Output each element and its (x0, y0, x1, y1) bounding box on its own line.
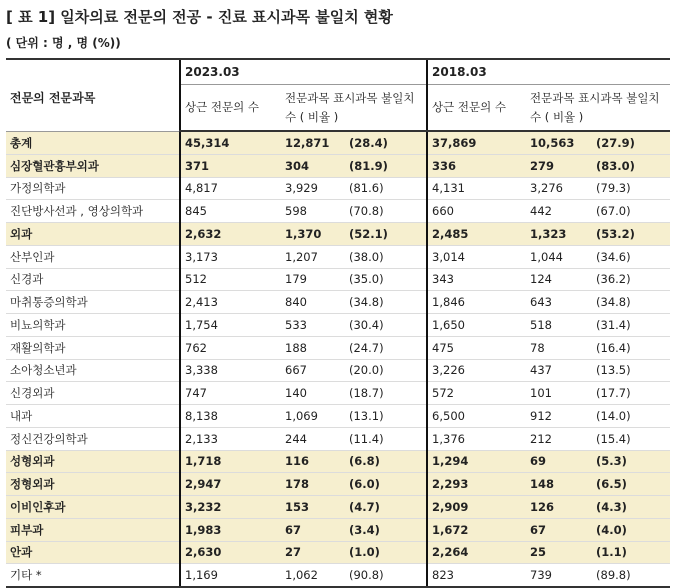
mismatch-2023-cell: 12,871 (281, 131, 345, 154)
count-2023-cell: 845 (180, 200, 281, 223)
ratio-2018-cell: (4.0) (592, 518, 670, 541)
table-title: [ 표 1] 일차의료 전문의 전공 - 진료 표시과목 불일치 현황 (6, 8, 393, 26)
ratio-2023-cell: (30.4) (345, 314, 427, 337)
count-2023-cell: 3,232 (180, 496, 281, 519)
ratio-2018-cell: (34.8) (592, 291, 670, 314)
mismatch-2023-cell: 116 (281, 450, 345, 473)
count-2023-cell: 512 (180, 268, 281, 291)
table-row (6, 496, 670, 519)
count-2018-cell: 823 (427, 564, 526, 587)
ratio-2023-cell: (11.4) (345, 427, 427, 450)
mismatch-2023-cell: 533 (281, 314, 345, 337)
table-row (6, 245, 670, 268)
ratio-2023-cell: (6.0) (345, 473, 427, 496)
specialty-name-cell: 신경외과 (6, 382, 180, 405)
mismatch-2018-cell: 78 (526, 336, 592, 359)
count-2018-cell: 1,672 (427, 518, 526, 541)
count-2023-cell: 3,173 (180, 245, 281, 268)
row-label-header: 전문의 전문과목 (6, 59, 180, 131)
table-body (6, 131, 670, 587)
mismatch-2023-cell: 244 (281, 427, 345, 450)
ratio-2018-cell: (6.5) (592, 473, 670, 496)
count-2023-cell: 1,983 (180, 518, 281, 541)
count-2018-cell: 475 (427, 336, 526, 359)
mismatch-2023-cell: 1,062 (281, 564, 345, 587)
count-2023-cell: 8,138 (180, 405, 281, 428)
count-2023-cell: 2,133 (180, 427, 281, 450)
mismatch-2023-cell: 153 (281, 496, 345, 519)
mismatch-2018-cell: 25 (526, 541, 592, 564)
ratio-2023-cell: (81.6) (345, 177, 427, 200)
count-2023-cell: 2,632 (180, 223, 281, 246)
count-2018-cell: 2,264 (427, 541, 526, 564)
ratio-2018-cell: (17.7) (592, 382, 670, 405)
mismatch-2018-cell: 279 (526, 154, 592, 177)
ratio-2023-cell: (20.0) (345, 359, 427, 382)
mismatch-2018-cell: 124 (526, 268, 592, 291)
ratio-2023-cell: (35.0) (345, 268, 427, 291)
table-row (6, 564, 670, 587)
ratio-2018-cell: (83.0) (592, 154, 670, 177)
count-2023-cell: 747 (180, 382, 281, 405)
ratio-2018-cell: (31.4) (592, 314, 670, 337)
table-row (6, 518, 670, 541)
specialty-name-cell: 외과 (6, 223, 180, 246)
specialty-name-cell: 안과 (6, 541, 180, 564)
ratio-2023-cell: (34.8) (345, 291, 427, 314)
ratio-2018-cell: (34.6) (592, 245, 670, 268)
ratio-2018-cell: (36.2) (592, 268, 670, 291)
table-row (6, 336, 670, 359)
table-row (6, 473, 670, 496)
table-row (6, 541, 670, 564)
ratio-2018-cell: (79.3) (592, 177, 670, 200)
ratio-2023-cell: (38.0) (345, 245, 427, 268)
count-2018-cell: 2,485 (427, 223, 526, 246)
mismatch-2018-cell: 912 (526, 405, 592, 428)
count-2018-cell: 336 (427, 154, 526, 177)
count-2023-cell: 2,630 (180, 541, 281, 564)
ratio-2018-cell: (53.2) (592, 223, 670, 246)
ratio-2023-cell: (81.9) (345, 154, 427, 177)
mismatch-2018-cell: 442 (526, 200, 592, 223)
count-2018-cell: 3,014 (427, 245, 526, 268)
table-row (6, 177, 670, 200)
specialty-name-cell: 정신건강의학과 (6, 427, 180, 450)
col-count-header-b: 상근 전문의 수 (427, 85, 526, 132)
ratio-2023-cell: (18.7) (345, 382, 427, 405)
mismatch-2018-cell: 3,276 (526, 177, 592, 200)
table-row (6, 450, 670, 473)
table-row (6, 314, 670, 337)
count-2023-cell: 2,947 (180, 473, 281, 496)
specialty-name-cell: 성형외과 (6, 450, 180, 473)
ratio-2023-cell: (28.4) (345, 131, 427, 154)
mismatch-2018-cell: 437 (526, 359, 592, 382)
mismatch-2023-cell: 304 (281, 154, 345, 177)
ratio-2018-cell: (89.8) (592, 564, 670, 587)
table-row (6, 427, 670, 450)
year-2023-header: 2023.03 (180, 59, 427, 85)
mismatch-2023-cell: 178 (281, 473, 345, 496)
year-2018-header: 2018.03 (427, 59, 670, 85)
mismatch-2018-cell: 1,323 (526, 223, 592, 246)
mismatch-2023-cell: 840 (281, 291, 345, 314)
mismatch-2023-cell: 667 (281, 359, 345, 382)
mismatch-2018-cell: 739 (526, 564, 592, 587)
ratio-2023-cell: (3.4) (345, 518, 427, 541)
table-row (6, 382, 670, 405)
mismatch-2023-cell: 188 (281, 336, 345, 359)
count-2018-cell: 1,650 (427, 314, 526, 337)
count-2023-cell: 3,338 (180, 359, 281, 382)
mismatch-2018-cell: 101 (526, 382, 592, 405)
ratio-2018-cell: (14.0) (592, 405, 670, 428)
count-2018-cell: 660 (427, 200, 526, 223)
mismatch-2023-cell: 1,370 (281, 223, 345, 246)
count-2023-cell: 762 (180, 336, 281, 359)
count-2018-cell: 37,869 (427, 131, 526, 154)
count-2018-cell: 6,500 (427, 405, 526, 428)
count-2023-cell: 371 (180, 154, 281, 177)
specialty-name-cell: 산부인과 (6, 245, 180, 268)
specialty-name-cell: 이비인후과 (6, 496, 180, 519)
ratio-2023-cell: (4.7) (345, 496, 427, 519)
specialty-name-cell: 진단방사선과 , 영상의학과 (6, 200, 180, 223)
mismatch-2023-cell: 598 (281, 200, 345, 223)
mismatch-2018-cell: 643 (526, 291, 592, 314)
mismatch-2023-cell: 179 (281, 268, 345, 291)
ratio-2023-cell: (52.1) (345, 223, 427, 246)
ratio-2023-cell: (24.7) (345, 336, 427, 359)
ratio-2018-cell: (5.3) (592, 450, 670, 473)
ratio-2018-cell: (67.0) (592, 200, 670, 223)
count-2023-cell: 1,754 (180, 314, 281, 337)
ratio-2018-cell: (16.4) (592, 336, 670, 359)
table-row (6, 131, 670, 154)
ratio-2023-cell: (6.8) (345, 450, 427, 473)
ratio-2023-cell: (70.8) (345, 200, 427, 223)
mismatch-table (6, 58, 670, 588)
ratio-2023-cell: (13.1) (345, 405, 427, 428)
table-row (6, 154, 670, 177)
table-row (6, 268, 670, 291)
specialty-name-cell: 피부과 (6, 518, 180, 541)
count-2018-cell: 1,376 (427, 427, 526, 450)
count-2018-cell: 3,226 (427, 359, 526, 382)
count-2018-cell: 1,294 (427, 450, 526, 473)
table-row (6, 359, 670, 382)
table-row (6, 200, 670, 223)
table-row (6, 405, 670, 428)
table-row (6, 291, 670, 314)
specialty-name-cell: 심장혈관흉부외과 (6, 154, 180, 177)
count-2023-cell: 2,413 (180, 291, 281, 314)
count-2023-cell: 1,718 (180, 450, 281, 473)
specialty-name-cell: 마취통증의학과 (6, 291, 180, 314)
specialty-name-cell: 재활의학과 (6, 336, 180, 359)
count-2018-cell: 1,846 (427, 291, 526, 314)
mismatch-2023-cell: 1,069 (281, 405, 345, 428)
ratio-2023-cell: (1.0) (345, 541, 427, 564)
col-mismatch-header-a: 전문과목 표시과목 불일치 수 ( 비율 ) (281, 85, 427, 132)
specialty-name-cell: 기타 * (6, 564, 180, 587)
mismatch-2018-cell: 148 (526, 473, 592, 496)
mismatch-2018-cell: 69 (526, 450, 592, 473)
specialty-name-cell: 총계 (6, 131, 180, 154)
mismatch-2023-cell: 140 (281, 382, 345, 405)
ratio-2018-cell: (13.5) (592, 359, 670, 382)
mismatch-2018-cell: 126 (526, 496, 592, 519)
count-2018-cell: 2,293 (427, 473, 526, 496)
specialty-name-cell: 정형외과 (6, 473, 180, 496)
count-2023-cell: 4,817 (180, 177, 281, 200)
table-row (6, 223, 670, 246)
count-2023-cell: 1,169 (180, 564, 281, 587)
specialty-name-cell: 내과 (6, 405, 180, 428)
count-2018-cell: 4,131 (427, 177, 526, 200)
unit-note: ( 단위 : 명 , 명 (%)) (6, 36, 121, 50)
count-2023-cell: 45,314 (180, 131, 281, 154)
ratio-2018-cell: (1.1) (592, 541, 670, 564)
mismatch-2023-cell: 3,929 (281, 177, 345, 200)
mismatch-2018-cell: 67 (526, 518, 592, 541)
ratio-2018-cell: (27.9) (592, 131, 670, 154)
specialty-name-cell: 가정의학과 (6, 177, 180, 200)
mismatch-2018-cell: 1,044 (526, 245, 592, 268)
mismatch-2018-cell: 10,563 (526, 131, 592, 154)
mismatch-2023-cell: 27 (281, 541, 345, 564)
ratio-2018-cell: (4.3) (592, 496, 670, 519)
col-count-header-a: 상근 전문의 수 (180, 85, 281, 132)
count-2018-cell: 2,909 (427, 496, 526, 519)
specialty-name-cell: 비뇨의학과 (6, 314, 180, 337)
count-2018-cell: 343 (427, 268, 526, 291)
mismatch-2018-cell: 518 (526, 314, 592, 337)
specialty-name-cell: 신경과 (6, 268, 180, 291)
mismatch-2023-cell: 1,207 (281, 245, 345, 268)
specialty-name-cell: 소아청소년과 (6, 359, 180, 382)
ratio-2023-cell: (90.8) (345, 564, 427, 587)
mismatch-2023-cell: 67 (281, 518, 345, 541)
col-mismatch-header-b: 전문과목 표시과목 불일치 수 ( 비율 ) (526, 85, 670, 132)
count-2018-cell: 572 (427, 382, 526, 405)
ratio-2018-cell: (15.4) (592, 427, 670, 450)
mismatch-2018-cell: 212 (526, 427, 592, 450)
